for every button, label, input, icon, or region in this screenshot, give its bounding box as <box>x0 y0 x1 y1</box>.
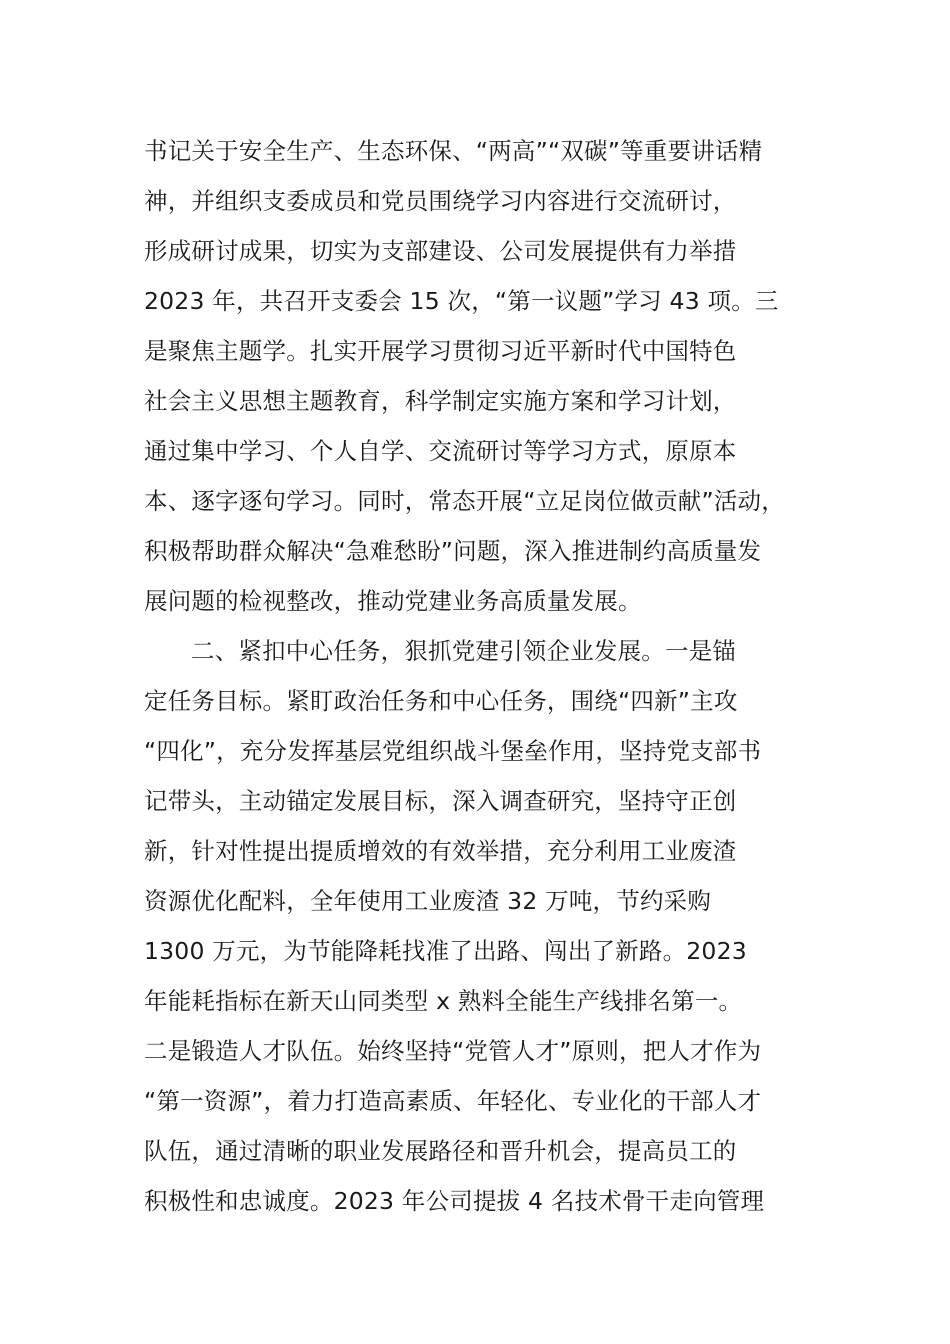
text-line: 2023 年，共召开支委会 15 次，“第一议题”学习 43 项。三 <box>144 287 779 315</box>
text-line: 神，并组织支委成员和党员围绕学习内容进行交流研讨， <box>144 187 737 215</box>
text-line: 年能耗指标在新天山同类型 x 熟料全能生产线排名第一。 <box>144 987 743 1015</box>
text-line: 记带头，主动锚定发展目标，深入调查研究，坚持守正创 <box>144 787 737 815</box>
text-line: 社会主义思想主题教育，科学制定实施方案和学习计划， <box>144 387 737 415</box>
text-line: 队伍，通过清晰的职业发展路径和晋升机会，提高员工的 <box>144 1137 737 1165</box>
text-line: 1300 万元，为节能降耗找准了出路、闯出了新路。2023 <box>144 937 747 965</box>
text-line: 积极帮助群众解决“急难愁盼”问题，深入推进制约高质量发 <box>144 537 762 565</box>
text-line: 形成研讨成果，切实为支部建设、公司发展提供有力举措 <box>144 237 737 265</box>
text-line: 展问题的检视整改，推动党建业务高质量发展。 <box>144 587 642 615</box>
text-line: 资源优化配料，全年使用工业废渣 32 万吨，节约采购 <box>144 887 712 915</box>
text-line: “第一资源”，着力打造高素质、年轻化、专业化的干部人才 <box>144 1087 762 1115</box>
body-text <box>144 126 844 1226</box>
text-line: “四化”，充分发挥基层党组织战斗堡垒作用，坚持党支部书 <box>144 737 762 765</box>
text-line: 书记关于安全生产、生态环保、“两高”“双碳”等重要讲话精 <box>144 137 763 165</box>
text-line: 新，针对性提出提质增效的有效举措，充分利用工业废渣 <box>144 837 737 865</box>
section-heading-line: 二、紧扣中心任务，狠抓党建引领企业发展。一是锚 <box>191 637 737 665</box>
text-line: 通过集中学习、个人自学、交流研讨等学习方式，原原本 <box>144 437 737 465</box>
text-line: 本、逐字逐句学习。同时，常态开展“立足岗位做贡献”活动， <box>144 487 785 515</box>
text-line: 积极性和忠诚度。2023 年公司提拔 4 名技术骨干走向管理 <box>144 1187 765 1215</box>
text-line: 是聚焦主题学。扎实开展学习贯彻习近平新时代中国特色 <box>144 337 737 365</box>
text-line: 定任务目标。紧盯政治任务和中心任务，围绕“四新”主攻 <box>144 687 738 715</box>
text-line: 二是锻造人才队伍。始终坚持“党管人才”原则，把人才作为 <box>144 1037 762 1065</box>
